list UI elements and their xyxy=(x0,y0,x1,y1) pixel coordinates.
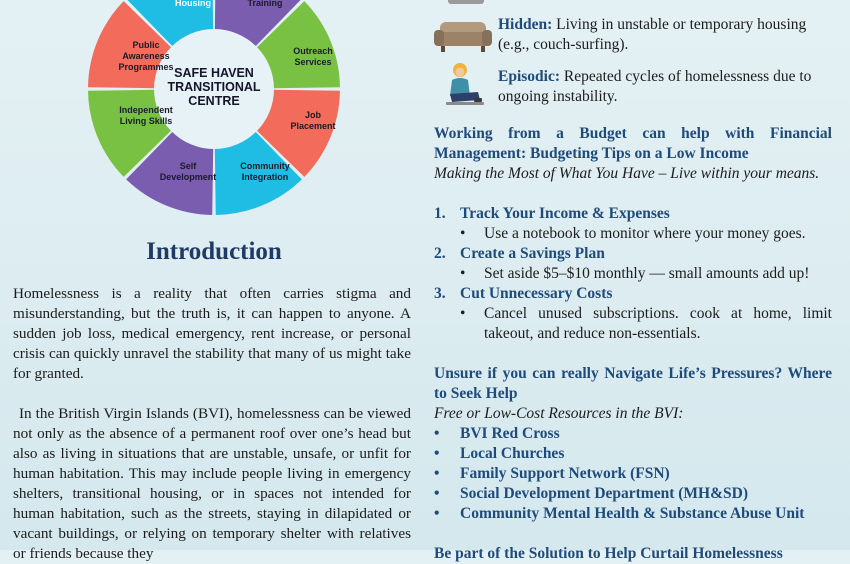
homelessness-type-episodic xyxy=(498,67,834,107)
resource-item-text: Community Mental Health & Substance Abuse Unit xyxy=(460,505,805,522)
budget-item-1-title: Track Your Income & Expenses xyxy=(460,205,670,222)
wheel-label-independent-1: Independent xyxy=(119,105,173,115)
wheel-label-community-2: Integration xyxy=(241,172,289,182)
left-column xyxy=(13,0,411,562)
resource-item-text: Social Development Department (MH&SD) xyxy=(460,485,748,502)
budget-item-3-bullet-text: Cancel unused subscriptions. cook at home, limit takeout, and reduce non-essentials. xyxy=(484,305,832,342)
right-column xyxy=(434,0,832,562)
budget-item-2-bullet xyxy=(460,264,832,284)
wheel-label-public-1: Public xyxy=(132,40,160,50)
budget-item-2-bullet-text: Set aside $5–$10 monthly — small amounts add up! xyxy=(484,265,810,282)
next-section-title: Be part of the Solution to Help Curtail Homelessness xyxy=(434,545,783,562)
wheel-label-independent-2: Living Skills xyxy=(119,116,173,126)
budget-item-3-number: 3. xyxy=(434,285,446,302)
type-episodic-label: Episodic: xyxy=(498,68,561,85)
bullet-dot: • xyxy=(460,225,466,242)
resource-item-text: Local Churches xyxy=(460,445,565,462)
type-hidden-label: Hidden: xyxy=(498,16,553,33)
bullet-dot: • xyxy=(434,505,440,522)
wheel-label-public-3: Programmes xyxy=(118,62,174,72)
bullet-dot: • xyxy=(434,445,440,462)
budget-item-3-title: Cut Unnecessary Costs xyxy=(460,285,613,302)
budget-item-1-bullet xyxy=(460,224,832,244)
services-wheel xyxy=(85,0,343,214)
wheel-label-job-2: Placement xyxy=(290,121,336,131)
services-wheel-graphic xyxy=(85,0,343,214)
wheel-center-line2: TRANSITIONAL xyxy=(167,80,261,94)
wheel-label-self-2: Development xyxy=(159,172,217,182)
resources-subtitle: Free or Low-Cost Resources in the BVI: xyxy=(434,405,684,422)
wheel-label-housing: Housing xyxy=(175,0,211,8)
budget-title: Working from a Budget can help with Financial Management: Budgeting Tips on a Low Income xyxy=(434,125,832,162)
wheel-center-line1: SAFE HAVEN xyxy=(174,66,254,80)
intro-title: Introduction xyxy=(146,238,282,265)
resource-item-text: BVI Red Cross xyxy=(460,425,560,442)
intro-paragraph-2: In the British Virgin Islands (BVI), homelessness can be viewed not only as the absence of a permanent roof over one’s head but also as living in situations that are unstable, unsafe, or unfit for human habitation. This may include people living in emergency shelters, transitional housing, or in spaces not intended for human habitation, such as the streets, staying in dilapidated or vacant buildings, or relying on temporary shelter with relatives or friends because they xyxy=(13,405,411,562)
type-episodic-text: Repeated cycles of homelessness due to ongoing instability. xyxy=(498,68,812,105)
budget-subtitle: Making the Most of What You Have – Live within your means. xyxy=(434,165,820,182)
wheel-label-outreach-2: Services xyxy=(294,57,332,67)
previous-icon-edge xyxy=(448,0,484,4)
resource-item-text: Family Support Network (FSN) xyxy=(460,465,670,482)
bullet-dot: • xyxy=(460,305,466,322)
bullet-dot: • xyxy=(434,485,440,502)
wheel-label-community-1: Community xyxy=(240,161,290,171)
budget-item-1-bullet-text: Use a notebook to monitor where your money goes. xyxy=(484,225,806,242)
wheel-label-training: Training xyxy=(247,0,283,8)
couch-icon xyxy=(434,18,492,54)
bullet-dot: • xyxy=(434,465,440,482)
wheel-label-job-1: Job xyxy=(304,110,322,120)
bullet-dot: • xyxy=(434,425,440,442)
wheel-center-line3: CENTRE xyxy=(188,94,240,108)
bullet-dot: • xyxy=(460,265,466,282)
budget-item-2-number: 2. xyxy=(434,245,446,262)
intro-paragraph-1: Homelessness is a reality that often carries stigma and misunderstanding, but the truth is, it can happen to anyone. A sudden job loss, medical emergency, rent increase, or personal crisis can quickly unravel the stability that many of us might take for granted. xyxy=(13,285,411,382)
sitting-person-icon xyxy=(444,62,486,108)
budget-item-1-number: 1. xyxy=(434,205,446,222)
budget-item-2-title: Create a Savings Plan xyxy=(460,245,605,262)
wheel-label-self-1: Self xyxy=(179,161,197,171)
wheel-label-public-2: Awareness xyxy=(122,51,170,61)
wheel-label-outreach-1: Outreach xyxy=(293,46,333,56)
resources-title: Unsure if you can really Navigate Life’s Pressures? Where to Seek Help xyxy=(434,365,832,402)
homelessness-type-hidden xyxy=(498,15,834,55)
budget-item-3-bullet xyxy=(460,304,832,344)
type-hidden-text: Living in unstable or temporary housing (e.g., couch-surfing). xyxy=(498,16,807,53)
